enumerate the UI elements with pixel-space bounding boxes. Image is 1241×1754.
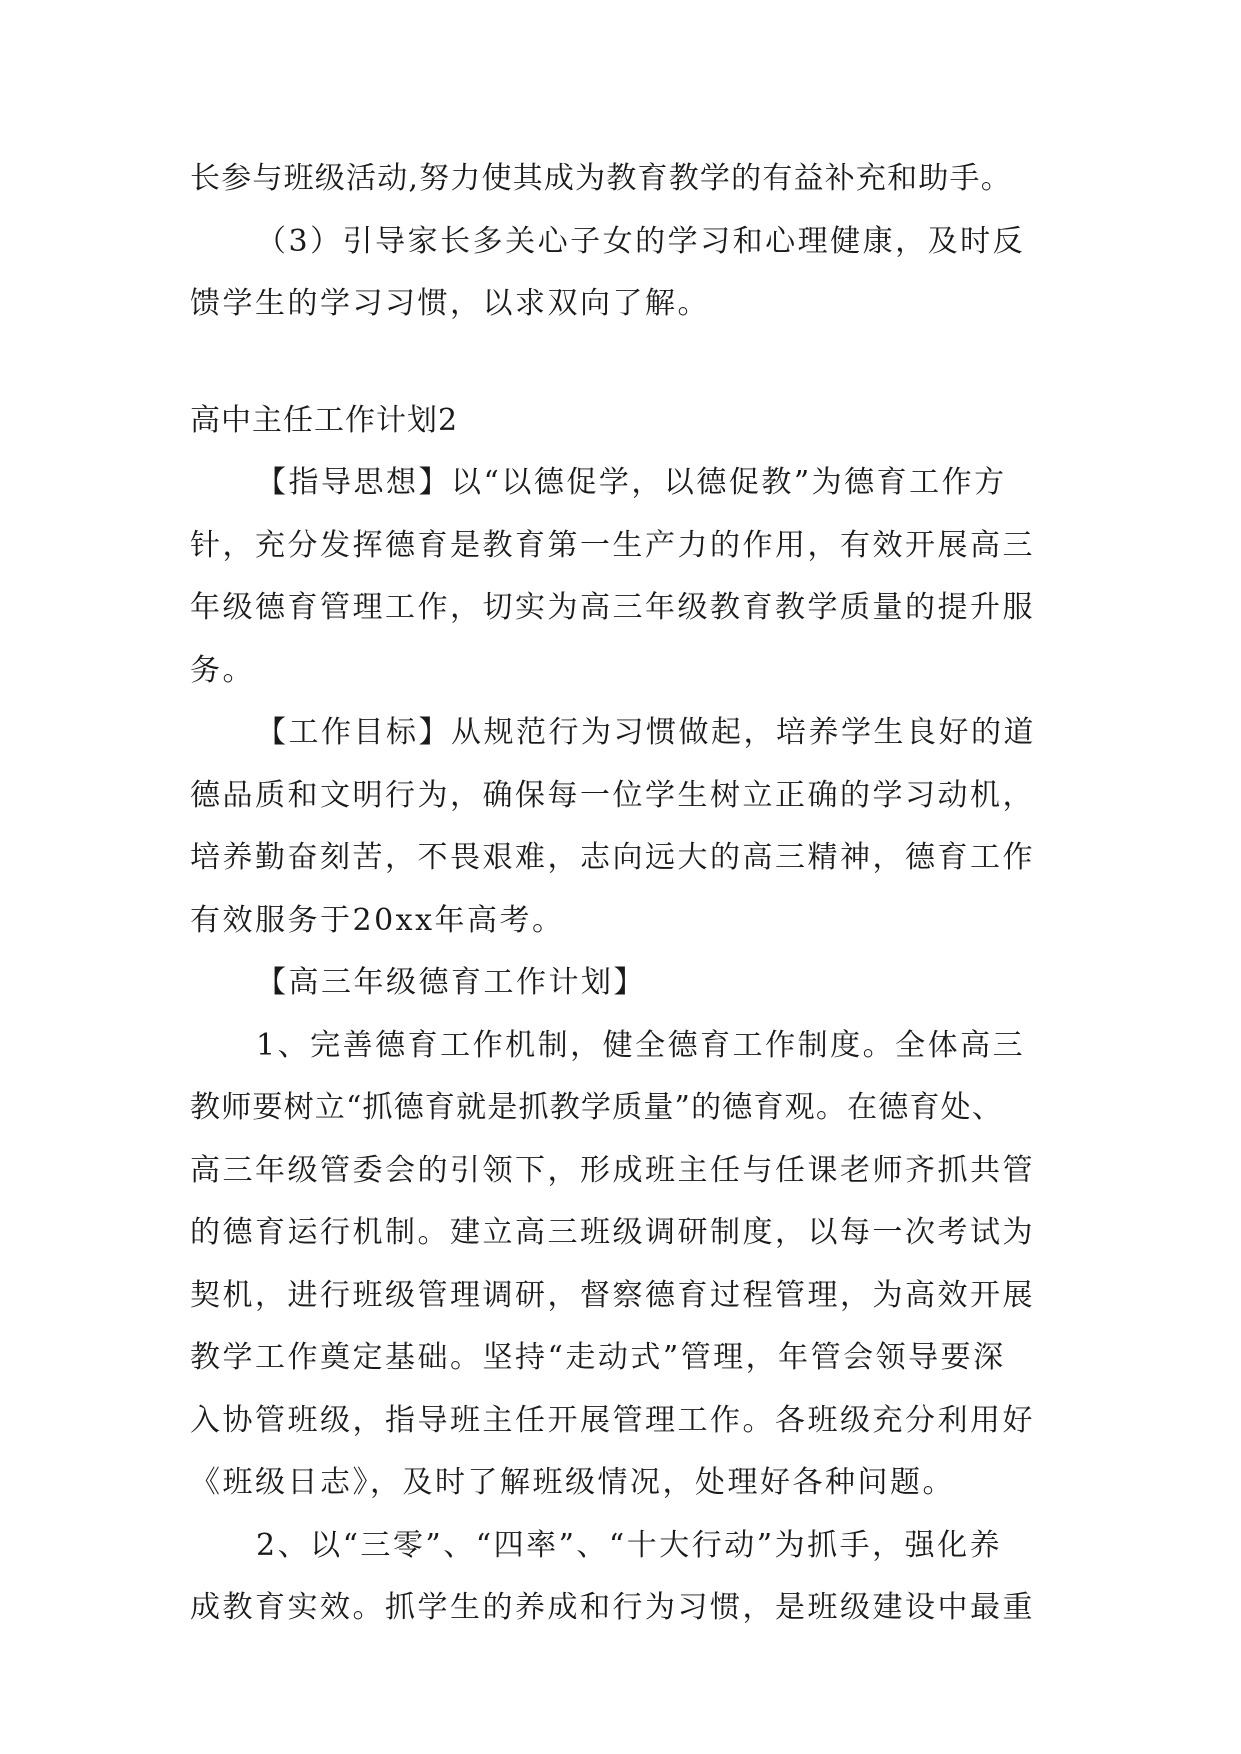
paragraph-line: 1、完善德育工作机制，健全德育工作制度。全体高三	[256, 1027, 1026, 1063]
section-gap	[190, 346, 1060, 400]
paragraph-line: 的德育运行机制。建立高三班级调研制度，以每一次考试为	[190, 1215, 1035, 1250]
paragraph-line: 务。	[190, 652, 255, 688]
paragraph-line: 【工作目标】从规范行为习惯做起，培养学生良好的道	[256, 715, 1036, 750]
paragraph-line: （3）引导家长多关心子女的学习和心理健康，及时反	[256, 223, 1026, 259]
paragraph-line: 高三年级管委会的引领下，形成班主任与任课老师齐抓共管	[190, 1152, 1035, 1188]
paragraph-line: 德品质和文明行为，确保每一位学生树立正确的学习动机，	[190, 777, 1035, 813]
paragraph-line: 年级德育管理工作，切实为高三年级教育教学质量的提升服	[190, 590, 1035, 625]
paragraph-line: 培养勤奋刻苦，不畏艰难，志向远大的高三精神，德育工作	[190, 840, 1035, 875]
document-body	[190, 158, 1060, 1650]
paragraph-line: 教师要树立“抓德育就是抓教学质量”的德育观。在德育处、	[190, 1090, 1004, 1125]
paragraph-line: 有效服务于20xx年高考。	[190, 902, 565, 938]
paragraph-line: 【高三年级德育工作计划】	[256, 965, 646, 1000]
section-heading: 高中主任工作计划2	[190, 402, 459, 438]
paragraph-line: 成教育实效。抓学生的养成和行为习惯，是班级建设中最重	[190, 1590, 1035, 1625]
paragraph-line: 馈学生的学习习惯，以求双向了解。	[190, 286, 710, 321]
paragraph-line: 《班级日志》，及时了解班级情况，处理好各种问题。	[190, 1465, 955, 1500]
paragraph-line: 契机，进行班级管理调研，督察德育过程管理，为高效开展	[190, 1277, 1035, 1313]
paragraph-line: 针，充分发挥德育是教育第一生产力的作用，有效开展高三	[190, 527, 1035, 563]
paragraph-line: 教学工作奠定基础。坚持“走动式”管理，年管会领导要深	[190, 1340, 1006, 1375]
paragraph-line: 长参与班级活动,努力使其成为教育教学的有益补充和助手。	[190, 161, 1012, 196]
paragraph-line: 入协管班级，指导班主任开展管理工作。各班级充分利用好	[190, 1402, 1035, 1438]
paragraph-line: 2、以“三零”、“四率”、“十大行动”为抓手，强化养	[256, 1527, 1003, 1563]
paragraph-line: 【指导思想】以“以德促学，以德促教”为德育工作方	[256, 465, 1007, 500]
